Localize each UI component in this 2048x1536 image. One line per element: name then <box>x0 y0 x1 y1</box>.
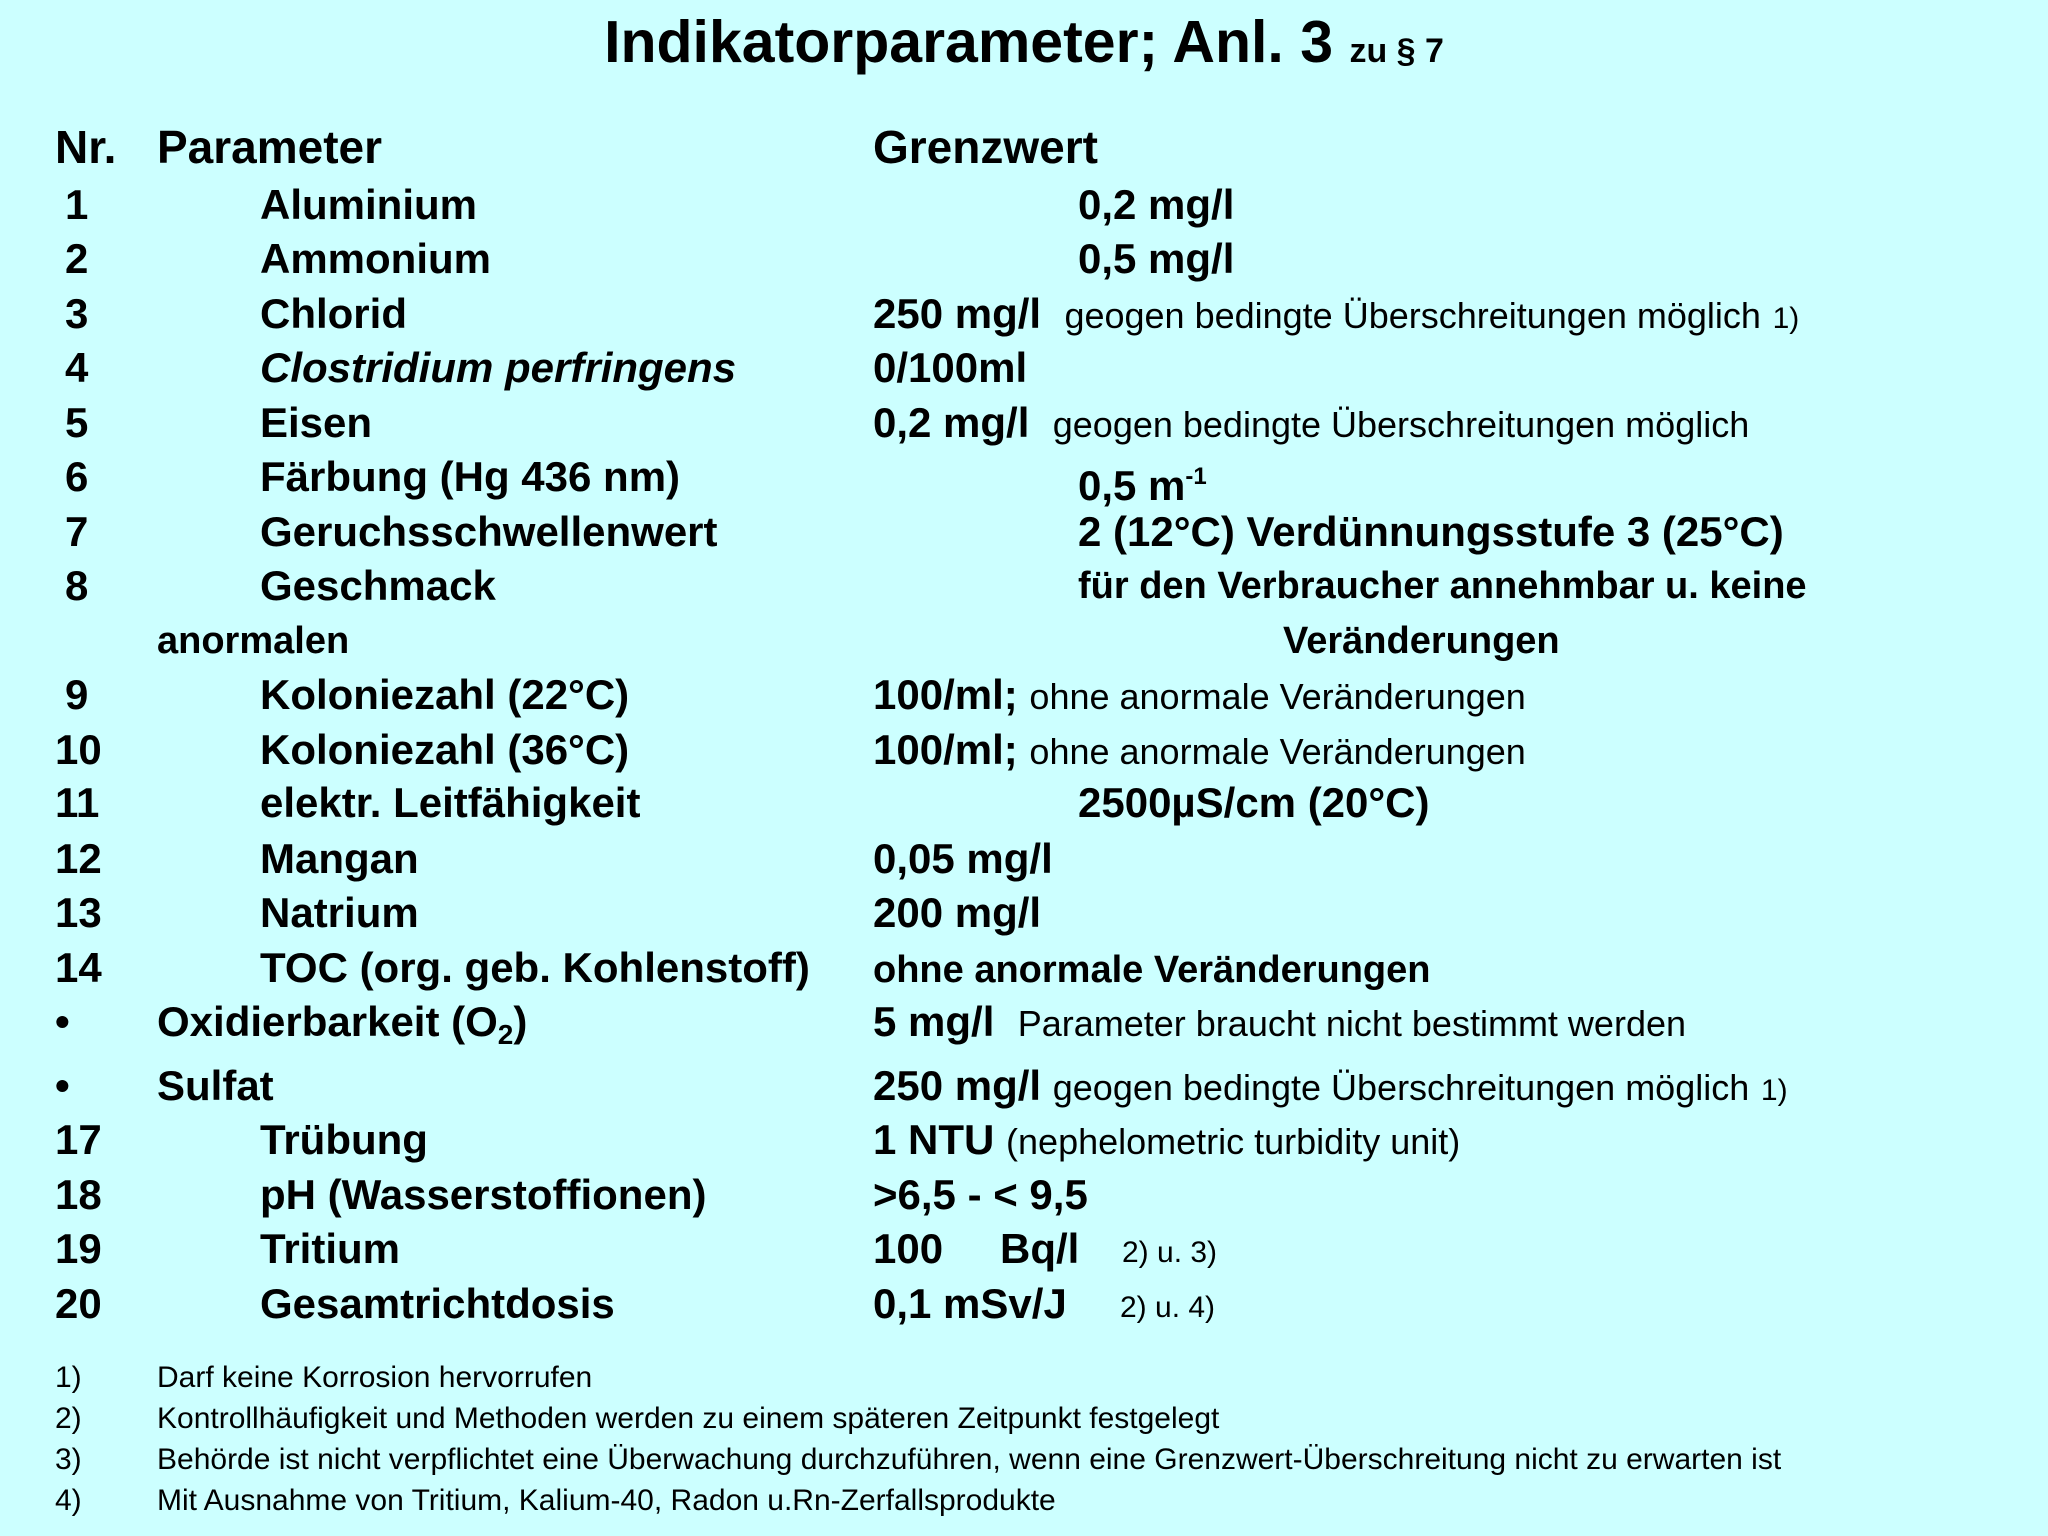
row-note: Parameter braucht nicht bestimmt werden <box>1017 1003 1687 1044</box>
row-nr: 12 <box>55 835 102 882</box>
header-grenzwert: Grenzwert <box>873 121 1098 173</box>
row-exponent: -1 <box>1185 463 1207 490</box>
title-main: Indikatorparameter; Anl. 3 <box>604 9 1334 75</box>
row-value: 0,5 mg/l <box>1078 235 1235 282</box>
footnote-text: Darf keine Korrosion hervorrufen <box>157 1361 593 1394</box>
row-param: Gesamtrichtdosis <box>260 1280 615 1327</box>
row-nr: 4 <box>65 344 89 391</box>
row-param-end: ) <box>513 998 528 1045</box>
row-continuation-left: anormalen <box>157 620 350 662</box>
row-value: 2 (12°C) Verdünnungsstufe 3 (25°C) <box>1078 508 1784 555</box>
row-value: 0/100ml <box>873 344 1028 391</box>
row-value: >6,5 - < 9,5 <box>873 1171 1088 1218</box>
row-param: elektr. Leitfähigkeit <box>260 779 641 826</box>
row-note: ohne anormale Veränderungen <box>1029 676 1526 717</box>
title-suffix: zu § 7 <box>1349 32 1444 70</box>
row-nr: 19 <box>55 1225 102 1272</box>
row-value <box>1078 450 1207 513</box>
row-value: für den Verbraucher annehmbar u. keine <box>1078 565 1807 607</box>
footnote-text: Kontrollhäufigkeit und Methoden werden zu einem späteren Zeitpunkt festgelegt <box>157 1402 1220 1435</box>
row-param <box>157 995 527 1062</box>
footnote-mark: 3) <box>55 1443 82 1476</box>
footnote-mark: 1) <box>55 1361 82 1394</box>
row-nr: 1 <box>65 181 89 228</box>
row-value <box>873 723 1526 779</box>
row-param: Färbung (Hg 436 nm) <box>260 453 681 500</box>
row-nr: 6 <box>65 453 89 500</box>
row-nr: 3 <box>65 290 89 337</box>
footnote-mark: 2) <box>55 1402 82 1435</box>
row-nr: 14 <box>55 944 102 991</box>
row-value-main: 0,2 mg/l <box>873 399 1030 446</box>
row-note: geogen bedingte Überschreitungen möglich <box>1052 1067 1750 1108</box>
row-ref: 2) u. 4) <box>1120 1291 1216 1324</box>
row-note: geogen bedingte Überschreitungen möglich <box>1064 295 1761 336</box>
row-param: Mangan <box>260 835 419 882</box>
row-param-main: Oxidierbarkeit (O <box>157 998 498 1045</box>
page-title <box>0 8 2048 76</box>
row-value <box>873 396 1749 452</box>
row-nr: 7 <box>65 508 89 555</box>
row-param: Eisen <box>260 399 373 446</box>
row-note: (nephelometric turbidity unit) <box>1006 1121 1461 1162</box>
row-value-main: 250 mg/l <box>873 290 1042 337</box>
row-value: 100 <box>873 1225 944 1272</box>
row-param: Koloniezahl (36°C) <box>260 726 630 773</box>
row-nr: 9 <box>65 671 89 718</box>
row-nr: 18 <box>55 1171 102 1218</box>
row-ref: 1) <box>1772 302 1800 335</box>
row-value <box>873 668 1526 724</box>
row-param: Geruchsschwellenwert <box>260 508 718 555</box>
row-param: Trübung <box>260 1116 428 1163</box>
row-param: Ammonium <box>260 235 491 282</box>
row-unit: Bq/l <box>1000 1225 1080 1272</box>
row-nr: 11 <box>55 779 100 826</box>
header-parameter: Parameter <box>157 121 383 173</box>
row-value <box>873 1059 1788 1118</box>
footnote-text: Mit Ausnahme von Tritium, Kalium-40, Radon u.Rn-Zerfallsprodukte <box>157 1484 1056 1517</box>
row-value-main: 0,5 m <box>1078 462 1186 509</box>
row-note: geogen bedingte Überschreitungen möglich <box>1052 404 1750 445</box>
row-param: Chlorid <box>260 290 407 337</box>
row-value: 0,2 mg/l <box>1078 181 1235 228</box>
row-value-main: 100/ml; <box>873 726 1018 773</box>
row-param-sub: 2 <box>497 1019 514 1050</box>
row-value: 0,1 mSv/J <box>873 1280 1067 1327</box>
row-param: Koloniezahl (22°C) <box>260 671 630 718</box>
row-value-main: 5 mg/l <box>873 998 995 1045</box>
bullet: • <box>55 1062 70 1109</box>
row-param: Geschmack <box>260 562 496 609</box>
row-param: TOC (org. geb. Kohlenstoff) <box>260 944 810 991</box>
row-value-main: 250 mg/l <box>873 1062 1042 1109</box>
row-value <box>873 287 1799 346</box>
row-value-main: 100/ml; <box>873 671 1018 718</box>
row-continuation-right: Veränderungen <box>1283 620 1560 662</box>
row-ref: 2) u. 3) <box>1122 1236 1218 1269</box>
row-param: Sulfat <box>157 1062 274 1109</box>
row-nr: 17 <box>55 1116 102 1163</box>
bullet: • <box>55 998 70 1045</box>
row-param: Clostridium perfringens <box>260 344 737 391</box>
row-param: Natrium <box>260 889 419 936</box>
row-param: pH (Wasserstoffionen) <box>260 1171 707 1218</box>
row-nr: 13 <box>55 889 102 936</box>
row-nr: 20 <box>55 1280 102 1327</box>
footnote-text: Behörde ist nicht verpflichtet eine Überwachung durchzuführen, wenn eine Grenzwert-Überschreitung nicht zu erwarten ist <box>157 1443 1782 1476</box>
header-nr: Nr. <box>55 121 117 173</box>
row-value <box>873 1113 1460 1169</box>
row-value <box>873 995 1686 1051</box>
row-value: 200 mg/l <box>873 889 1042 936</box>
row-value-main: 1 NTU <box>873 1116 995 1163</box>
row-nr: 2 <box>65 235 89 282</box>
row-nr: 10 <box>55 726 102 773</box>
row-value: 2500µS/cm (20°C) <box>1078 779 1430 826</box>
row-ref: 1) <box>1760 1074 1788 1107</box>
row-note: ohne anormale Veränderungen <box>1029 731 1526 772</box>
row-param: Aluminium <box>260 181 477 228</box>
row-value: ohne anormale Veränderungen <box>873 949 1431 991</box>
footnote-mark: 4) <box>55 1484 82 1517</box>
row-value: 0,05 mg/l <box>873 835 1053 882</box>
row-nr: 5 <box>65 399 89 446</box>
row-param: Tritium <box>260 1225 401 1272</box>
row-nr: 8 <box>65 562 89 609</box>
